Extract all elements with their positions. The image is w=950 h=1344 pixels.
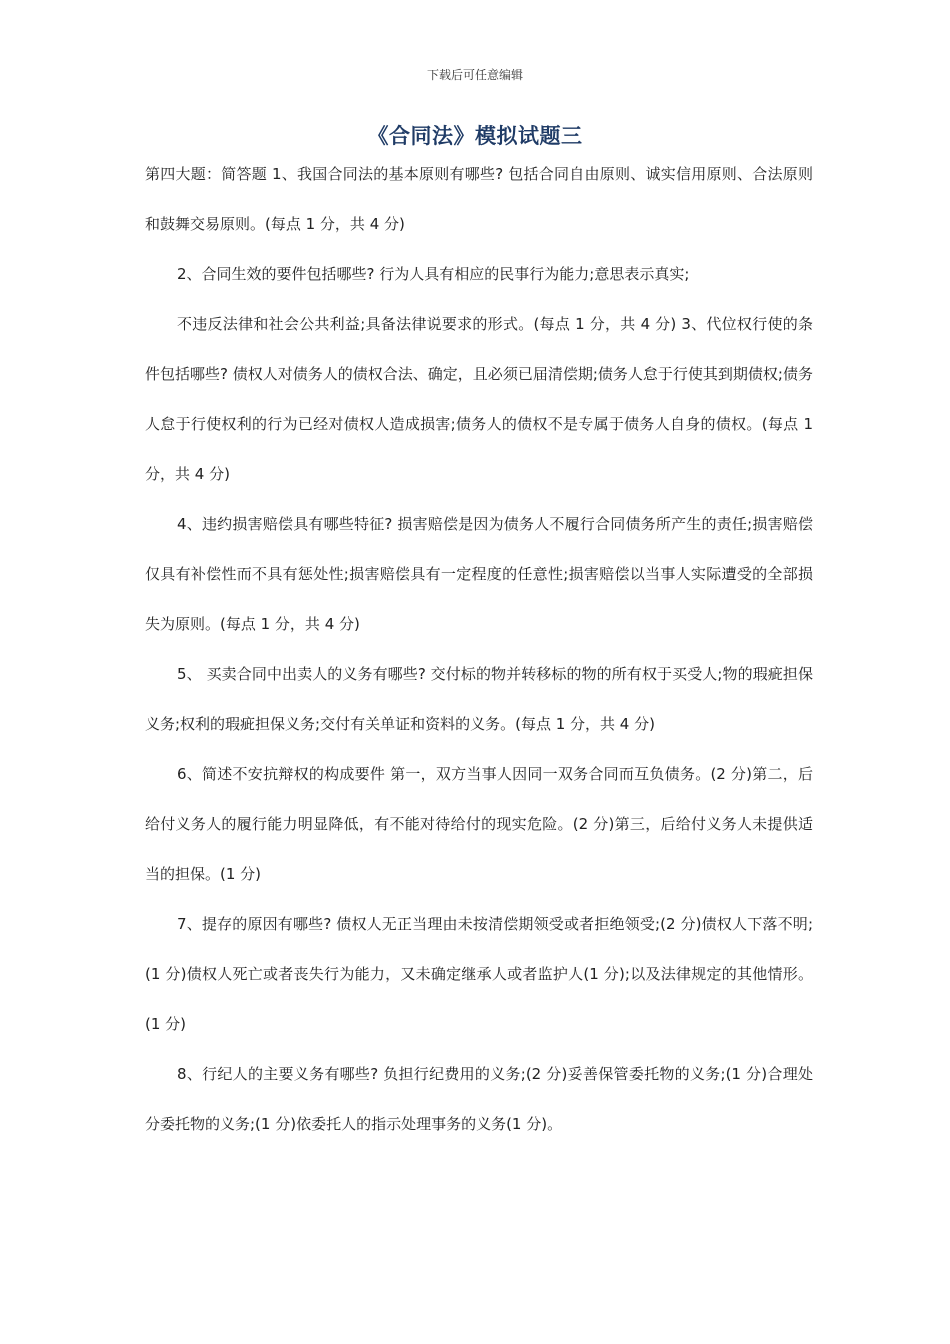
- paragraph-question-3: 不违反法律和社会公共利益;具备法律说要求的形式。(每点 1 分，共 4 分) 3、代位权行使的条件包括哪些? 债权人对债务人的债权合法、确定，且必须已届清偿期;债务人怠于行使其到期债权;债务人怠于行使权利的行为已经对债权人造成损害;债务人的债权不是专属于债务人自身的债权。(每点 1 分，共 4 分): [145, 315, 813, 483]
- page-header-note: 下载后可任意编辑: [426, 68, 523, 82]
- paragraph-question-5: 5、 买卖合同中出卖人的义务有哪些? 交付标的物并转移标的物的所有权于买受人;物的瑕疵担保义务;权利的瑕疵担保义务;交付有关单证和资料的义务。(每点 1 分，共 4 分): [145, 665, 813, 733]
- paragraph-question-2: 2、合同生效的要件包括哪些? 行为人具有相应的民事行为能力;意思表示真实;: [177, 265, 690, 283]
- paragraph-question-7: 7、提存的原因有哪些? 债权人无正当理由未按清偿期领受或者拒绝领受;(2 分)债权人下落不明;(1 分)债权人死亡或者丧失行为能力，又未确定继承人或者监护人(1 分);以及法律规定的其他情形。(1 分): [145, 915, 813, 1033]
- paragraph-question-4: 4、违约损害赔偿具有哪些特征? 损害赔偿是因为债务人不履行合同债务所产生的责任;损害赔偿仅具有补偿性而不具有惩处性;损害赔偿具有一定程度的任意性;损害赔偿以当事人实际遭受的全部损失为原则。(每点 1 分，共 4 分): [145, 515, 813, 633]
- paragraph-question-1: 第四大题：简答题 1、我国合同法的基本原则有哪些? 包括合同自由原则、诚实信用原则、合法原则和鼓舞交易原则。(每点 1 分，共 4 分): [145, 165, 813, 233]
- paragraph-question-8: 8、行纪人的主要义务有哪些? 负担行纪费用的义务;(2 分)妥善保管委托物的义务;(1 分)合理处分委托物的义务;(1 分)依委托人的指示处理事务的义务(1 分)。: [145, 1065, 813, 1133]
- document-title: 《合同法》模拟试题三: [367, 124, 583, 148]
- document-body: [145, 149, 813, 1149]
- paragraph-question-6: 6、简述不安抗辩权的构成要件 第一，双方当事人因同一双务合同而互负债务。(2 分)第二，后给付义务人的履行能力明显降低，有不能对待给付的现实危险。(2 分)第三，后给付义务人未提供适当的担保。(1 分): [145, 765, 813, 883]
